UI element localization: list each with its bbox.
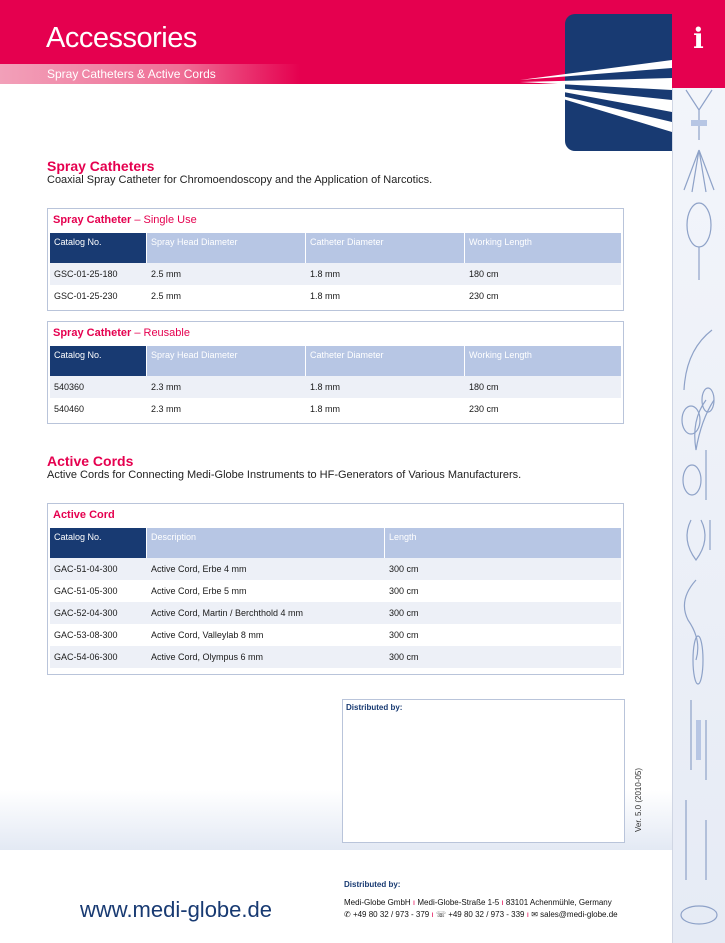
table-row <box>50 646 621 668</box>
fax-number: +49 80 32 / 973 - 339 <box>448 910 525 919</box>
table-title: Spray Catheter – Reusable <box>53 327 190 339</box>
cell-length: 300 cm <box>389 652 419 662</box>
page-title: Accessories <box>46 22 197 54</box>
column-header: Catalog No. <box>50 233 147 263</box>
table-title: Spray Catheter – Single Use <box>53 214 197 226</box>
cell-description: Active Cord, Martin / Berchthold 4 mm <box>151 608 304 618</box>
column-header: Catalog No. <box>50 346 147 376</box>
page-subtitle: Spray Catheters & Active Cords <box>47 67 216 81</box>
table-header-row <box>50 346 621 376</box>
column-header: Catalog No. <box>50 528 147 558</box>
fax-icon: ☏ <box>435 910 446 919</box>
table-header-row <box>50 233 621 263</box>
section-title-spray: Spray Catheters <box>47 158 155 174</box>
email-address[interactable]: sales@medi-globe.de <box>540 910 618 919</box>
cell-catalog: GAC-52-04-300 <box>54 608 118 618</box>
version-label: Ver. 5.0 (2010-05) <box>634 767 643 832</box>
table-row <box>50 580 621 602</box>
cell-catalog: GAC-54-06-300 <box>54 652 118 662</box>
cell-description: Active Cord, Erbe 4 mm <box>151 564 247 574</box>
cell-spray-head: 2.5 mm <box>151 269 182 279</box>
separator-icon: ı <box>412 898 416 907</box>
cell-catheter-diameter: 1.8 mm <box>310 291 341 301</box>
cell-description: Active Cord, Olympus 6 mm <box>151 652 264 662</box>
cell-catheter-diameter: 1.8 mm <box>310 404 341 414</box>
cell-spray-head: 2.3 mm <box>151 404 182 414</box>
separator-icon: ı <box>526 910 529 919</box>
distributor-label: Distributed by: <box>346 703 403 712</box>
light-rays-graphic <box>520 60 672 150</box>
column-header: Catheter Diameter <box>306 233 465 263</box>
table-row <box>50 376 621 398</box>
cell-length: 300 cm <box>389 564 419 574</box>
cell-catheter-diameter: 1.8 mm <box>310 382 341 392</box>
phone-icon: ✆ <box>344 910 351 919</box>
column-header: Description <box>147 528 385 558</box>
table-row <box>50 398 621 420</box>
phone-number: +49 80 32 / 973 - 379 <box>352 910 430 919</box>
cell-spray-head: 2.3 mm <box>151 382 182 392</box>
cell-description: Active Cord, Erbe 5 mm <box>151 586 247 596</box>
distributor-box <box>342 699 625 843</box>
cell-length: 300 cm <box>389 586 419 596</box>
footer-distributed-label: Distributed by: <box>344 880 401 889</box>
cell-length: 300 cm <box>389 630 419 640</box>
section-desc-spray: Coaxial Spray Catheter for Chromoendoscopy and the Application of Narcotics. <box>47 174 433 186</box>
table-spray-single-use <box>47 208 624 311</box>
email-icon: ✉ <box>531 910 538 919</box>
cell-catheter-diameter: 1.8 mm <box>310 269 341 279</box>
cell-working-length: 180 cm <box>469 269 499 279</box>
cell-description: Active Cord, Valleylab 8 mm <box>151 630 264 640</box>
table-row <box>50 624 621 646</box>
cell-spray-head: 2.5 mm <box>151 291 182 301</box>
table-row <box>50 263 621 285</box>
column-header: Length <box>385 528 621 558</box>
company-name: Medi-Globe GmbH <box>344 898 411 907</box>
cell-working-length: 180 cm <box>469 382 499 392</box>
section-desc-cords: Active Cords for Connecting Medi-Globe Instruments to HF-Generators of Various Manufacturers. <box>47 469 522 481</box>
website-link[interactable]: www.medi-globe.de <box>80 897 272 922</box>
footer-contact <box>344 910 618 919</box>
table-row <box>50 285 621 307</box>
column-header: Catheter Diameter <box>306 346 465 376</box>
cell-length: 300 cm <box>389 608 419 618</box>
cell-catalog: 540360 <box>54 382 85 392</box>
cell-catalog: GSC-01-25-180 <box>54 269 118 279</box>
footer-address <box>344 898 612 907</box>
table-title: Active Cord <box>53 509 115 521</box>
instruments-illustration-icon <box>676 80 722 940</box>
table-row <box>50 602 621 624</box>
table-header-row <box>50 528 621 558</box>
table-row <box>50 558 621 580</box>
cell-catalog: 540460 <box>54 404 85 414</box>
cell-catalog: GAC-51-05-300 <box>54 586 118 596</box>
section-title-cords: Active Cords <box>47 453 134 469</box>
info-icon: i <box>693 22 704 55</box>
table-spray-reusable <box>47 321 624 424</box>
city: 83101 Achenmühle, Germany <box>505 898 612 907</box>
cell-catalog: GSC-01-25-230 <box>54 291 118 301</box>
cell-working-length: 230 cm <box>469 404 499 414</box>
cell-catalog: GAC-51-04-300 <box>54 564 118 574</box>
column-header: Working Length <box>465 233 621 263</box>
table-active-cord <box>47 503 624 675</box>
separator-icon: ı <box>431 910 434 919</box>
column-header: Spray Head Diameter <box>147 346 306 376</box>
street: Medi-Globe-Straße 1-5 <box>417 898 500 907</box>
separator-icon: ı <box>501 898 504 907</box>
column-header: Working Length <box>465 346 621 376</box>
column-header: Spray Head Diameter <box>147 233 306 263</box>
cell-working-length: 230 cm <box>469 291 499 301</box>
cell-catalog: GAC-53-08-300 <box>54 630 118 640</box>
